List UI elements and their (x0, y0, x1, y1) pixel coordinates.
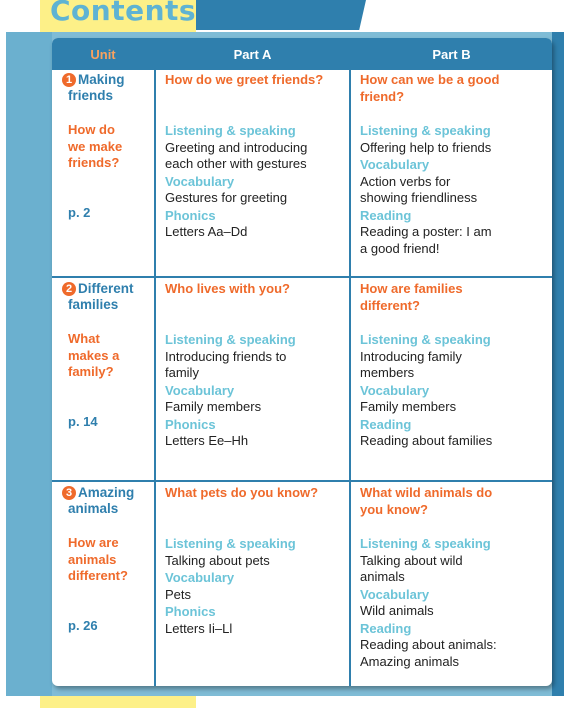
unit-question-line: How do (68, 122, 115, 137)
part-a-cell (165, 72, 345, 241)
column-divider (349, 38, 351, 686)
listening-speaking-text: Offering help to friends (360, 139, 492, 155)
part-b-cell (360, 72, 548, 257)
vocabulary-text: Family members (165, 399, 262, 414)
part-question (165, 281, 345, 331)
background-band-right (552, 32, 564, 696)
unit-page: p. 2 (68, 204, 91, 220)
phonics-label: Phonics (165, 416, 216, 432)
unit-cell (62, 485, 152, 634)
part-question-line: What pets do you know? (165, 485, 319, 500)
unit-question-line: family? (68, 364, 114, 379)
part-a-cell (165, 485, 345, 637)
listening-speaking-label: Listening & speaking (165, 332, 296, 347)
unit-title-line: families (68, 297, 119, 312)
listening-speaking-text: family (165, 365, 199, 380)
vocabulary-text: Wild animals (360, 603, 434, 618)
row-divider (52, 276, 552, 278)
unit-title-line: Making (78, 72, 125, 87)
listening-speaking-text: members (360, 365, 415, 380)
background-band-left (6, 32, 52, 696)
bottom-tab (40, 696, 196, 708)
reading-label: Reading (360, 620, 412, 636)
unit-number-badge: 3 (62, 486, 76, 500)
listening-speaking-text: Introducing family (360, 348, 462, 364)
part-question-line: How do we greet friends? (165, 72, 324, 87)
reading-text: a good friend! (360, 240, 440, 256)
unit-title-line: friends (68, 88, 114, 103)
reading-text: Reading about animals: (360, 637, 497, 652)
vocabulary-text: Action verbs for (360, 173, 451, 189)
listening-speaking-label: Listening & speaking (360, 123, 491, 138)
part-question (165, 72, 345, 122)
part-question-line: Who lives with you? (165, 281, 290, 296)
unit-cell (62, 281, 152, 430)
unit-question (62, 535, 152, 585)
row-divider (52, 480, 552, 482)
header-part-a: Part A (156, 38, 349, 70)
part-question-line: How can we be a good (360, 72, 500, 87)
part-question-line: different? (360, 297, 420, 313)
title-rule (196, 0, 366, 30)
listening-speaking-text: Talking about pets (165, 552, 270, 568)
listening-speaking-label: Listening & speaking (165, 123, 296, 138)
vocabulary-label: Vocabulary (360, 586, 430, 602)
vocabulary-text: showing friendliness (360, 190, 478, 205)
unit-question-line: makes a (68, 347, 120, 363)
unit-cell (62, 72, 152, 221)
phonics-label: Phonics (165, 207, 216, 223)
phonics-text: Letters Aa–Dd (165, 224, 248, 239)
header-unit: Unit (52, 38, 154, 70)
reading-text: Reading about families (360, 433, 493, 448)
vocabulary-text: Pets (165, 586, 192, 602)
unit-question (62, 331, 152, 381)
listening-speaking-label: Listening & speaking (165, 536, 296, 551)
part-b-cell (360, 485, 548, 670)
part-question (360, 72, 548, 122)
listening-speaking-label: Listening & speaking (360, 332, 491, 347)
part-question-line: you know? (360, 501, 428, 517)
header-part-b: Part B (351, 38, 552, 70)
reading-text: Reading a poster: I am (360, 224, 492, 239)
phonics-text: Letters Ii–Ll (165, 620, 233, 636)
part-question-line: What wild animals do (360, 485, 493, 500)
listening-speaking-text: each other with gestures (165, 156, 307, 171)
unit-question-line: different? (68, 568, 128, 583)
listening-speaking-label: Listening & speaking (360, 536, 491, 551)
unit-number-badge: 1 (62, 73, 76, 87)
unit-title (62, 281, 152, 297)
unit-question-line: animals (68, 551, 117, 567)
unit-title-line: Amazing (78, 485, 135, 500)
part-question (360, 485, 548, 535)
part-question-line: How are families (360, 281, 463, 296)
unit-question-line: What (68, 331, 100, 346)
listening-speaking-text: Introducing friends to (165, 348, 287, 364)
column-divider (154, 38, 156, 686)
listening-speaking-text: animals (360, 569, 405, 584)
vocabulary-label: Vocabulary (165, 570, 235, 585)
vocabulary-label: Vocabulary (360, 382, 430, 398)
unit-question-line: friends? (68, 155, 120, 170)
unit-question-line: we make (68, 138, 123, 154)
unit-title (62, 485, 152, 501)
phonics-label: Phonics (165, 604, 216, 619)
unit-question (62, 122, 152, 172)
reading-label: Reading (360, 416, 412, 432)
vocabulary-label: Vocabulary (165, 382, 235, 398)
vocabulary-text: Gestures for greeting (165, 190, 288, 205)
listening-speaking-text: Talking about wild (360, 552, 463, 568)
bottom-white (0, 696, 40, 708)
vocabulary-label: Vocabulary (360, 157, 430, 172)
part-question (165, 485, 345, 535)
part-question (360, 281, 548, 331)
part-b-cell (360, 281, 548, 450)
part-question-line: friend? (360, 88, 405, 104)
unit-title-line: animals (68, 501, 119, 516)
unit-page: p. 14 (68, 413, 98, 429)
vocabulary-label: Vocabulary (165, 173, 235, 189)
unit-title-line: Different (78, 281, 134, 296)
unit-page: p. 26 (68, 617, 98, 633)
unit-title (62, 72, 152, 88)
contents-table (52, 38, 552, 686)
unit-question-line: How are (68, 535, 119, 550)
reading-text: Amazing animals (360, 653, 459, 669)
page-title: Contents (50, 0, 197, 27)
reading-label: Reading (360, 207, 412, 223)
phonics-text: Letters Ee–Hh (165, 433, 249, 448)
listening-speaking-text: Greeting and introducing (165, 139, 308, 155)
vocabulary-text: Family members (360, 399, 457, 414)
part-a-cell (165, 281, 345, 450)
unit-number-badge: 2 (62, 282, 76, 296)
